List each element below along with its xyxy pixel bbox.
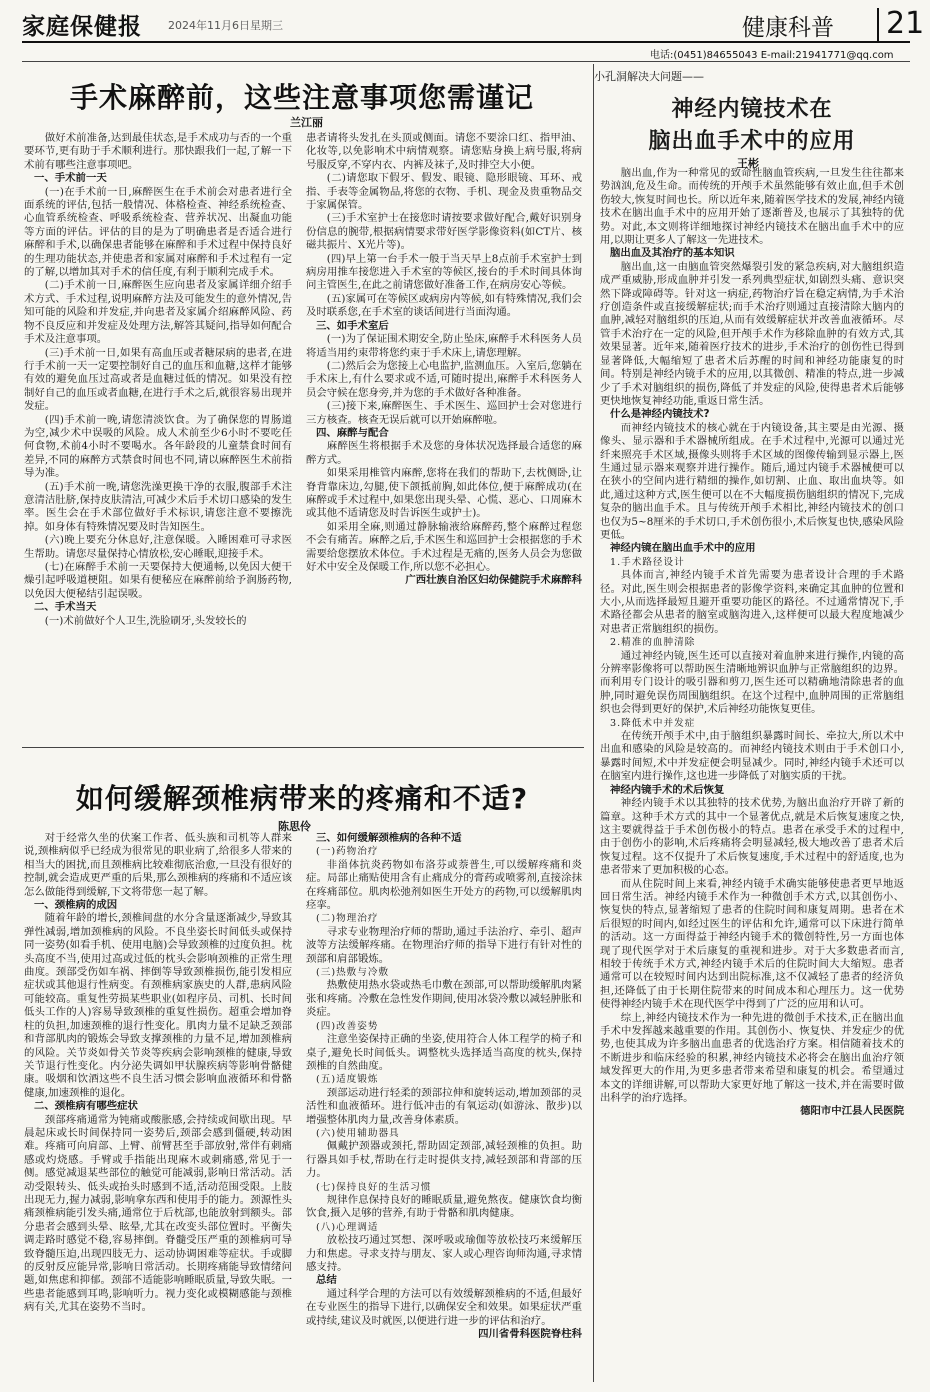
paragraph: 对于经常久坐的伏案工作者、低头族和司机等人群来说,颈椎病似乎已经成为很常见的职业病了,给很多人带来的相当大的困扰,而且颈椎病比较难彻底治愈,一旦没有很好的控制,就会造成更严重的后果,那么颈椎病的疼痛和不适应该怎么做能得到缓解,下文将带您一起了解。 <box>24 832 292 898</box>
paragraph: (四)早上第一台手术一般于当天早上8点前手术室护士到病房用推车接您进入手术室的等候区,接台的手术时间具体询问主管医生,在此之前请您做好准备工作,在病房安心等候。 <box>306 252 582 292</box>
subheading: 三、如手术室后 <box>316 319 389 332</box>
paragraph: 非甾体抗炎药物如布洛芬或萘普生,可以缓解疼痛和炎症。局部止痛贴使用含有止痛成分的膏药或喷雾剂,直接涂抹在疼痛部位。肌肉松弛剂如医生开处方的药物,可以缓解肌肉痉挛。 <box>306 858 582 912</box>
contact-info: 电话:(0451)84655043 E-mail:21941771@qq.com <box>650 50 894 61</box>
sub-subheading: (四)改善姿势 <box>316 1020 379 1032</box>
paragraph: 而神经内镜技术的核心就在于内镜设备,其主要是由光源、摄像头、显示器和手术器械所组成。在手术过程中,光源可以通过光纤来照亮手术区域,摄像头则将手术区域的图像传输到显示器上,医生通过显示器来观察并进行操作。随后,通过内镜手术器械便可以在狭小的空间内进行精细的操作,如切割、止血、取出血块等。如此,通过这种方式,医生便可以在不大幅度损伤脑组织的情况下,完成复杂的脑出血手术。且与传统开颅手术相比,神经内镜技术的创口也仅为5~8厘米的手术切口,手术创伤很小,术后恢复也快,感染风险更低。 <box>600 421 904 541</box>
sub-subheading: 2.精准的血肿清除 <box>610 637 696 649</box>
paragraph: 注意坐姿保持正确的坐姿,使用符合人体工程学的椅子和桌子,避免长时间低头。调整枕头选择适当高度的枕头,保持颈椎的自然曲度。 <box>306 1033 582 1072</box>
paragraph: (二)手术前一日,麻醉医生应向患者及家属详细介绍手术方式、手术过程,说明麻醉方法及可能发生的意外情况,告知可能的风险和并发症,并向患者及家属介绍麻醉风险、药物不良反应和并发症及处理方法,解答其疑问,指导如何配合手术及注意事项。 <box>24 279 292 346</box>
subheading: 一、手术前一天 <box>34 172 107 185</box>
source-credit: 德阳市中江县人民医院 <box>800 1105 904 1118</box>
column-rule <box>593 64 594 1382</box>
paragraph: (一)为了保证围术期安全,防止坠床,麻醉手术科医务人员将适当用约束带将您约束于手术床上,请您理解。 <box>306 333 582 359</box>
subheading: 总结 <box>316 1274 337 1287</box>
paragraph: (一)在手术前一日,麻醉医生在手术前会对患者进行全面系统的评估,包括一般情况、体格检查、神经系统检查、心血管系统检查、呼吸系统检查、营养状况、出凝血功能等方面的评估。评估的目的是为了明确患者是否适合进行麻醉和手术,以确保患者能够在麻醉和手术过程中保持良好的生理功能状态,并使患者和家属对麻醉和手术过程有一定的了解,以增加其对手术的信任度,有利于顺利完成手术。 <box>24 185 292 279</box>
subheading: 什么是神经内镜技术? <box>610 408 710 421</box>
paragraph: 如果采用椎管内麻醉,您将在我们的帮助下,去枕侧卧,让脊背靠床边,勾腿,使下颌抵前胸,如此体位,便于麻醉成功(在麻醉或手术过程中,如果您出现头晕、心慌、恶心、口周麻木或其他不适请您及时告诉医生或护士)。 <box>306 467 582 520</box>
paragraph: (三)手术室护士在接您时请按要求做好配合,戴好识别身份信息的腕带,根据病情要求带好医学影像资料(如CT片、核磁共振片、X光片等)。 <box>306 212 582 252</box>
subheading: 神经内镜手术的术后恢复 <box>610 783 725 796</box>
article1-column-1 <box>24 132 292 736</box>
subheading: 二、手术当天 <box>34 601 97 614</box>
paragraph: 放松技巧通过冥想、深呼吸或瑜伽等放松技巧来缓解压力和焦虑。寻求支持与朋友、家人或心理咨询师沟通,寻求情感支持。 <box>306 1234 582 1273</box>
paragraph: 随着年龄的增长,颈椎间盘的水分含量逐渐减少,导致其弹性减弱,增加颈椎病的风险。不良坐姿长时间低头或保持同一姿势(如看手机、使用电脑)会导致颈椎的过度负担。枕头高度不当,使用过高或过低的枕头会影响颈椎的正常生理曲度。颈部受伤如车祸、摔倒等导致颈椎损伤,能引发相应症状或其他退行性病变。有颈椎病家族史的人群,患病风险可能较高。重复性劳损某些职业(如程序员、司机、长时间低头工作的人)容易导致颈椎的重复性损伤。超重会增加脊柱的负担,加速颈椎的退行性变化。肌肉力量不足缺乏颈部和背部肌肉的锻炼会导致支撑颈椎的力量不足,增加颈椎病的风险。关节炎如骨关节炎等疾病会影响颈椎的健康,导致关节退行性变化。内分泌失调如甲状腺疾病等影响骨骼健康。吸烟和饮酒这些不良生活习惯会影响血液循环和骨骼健康,加速颈椎的退化。 <box>24 912 292 1099</box>
article1-author: 兰江丽 <box>290 116 323 129</box>
sub-subheading: (五)适度锻炼 <box>316 1074 379 1086</box>
article3-kicker: 小孔洞解决大问题—— <box>594 70 704 83</box>
article2-column-2 <box>306 832 582 1380</box>
sub-subheading: (二)物理治疗 <box>316 913 379 925</box>
paragraph: (二)然后会为您接上心电监护,监测血压。入室后,您躺在手术床上,有什么要求或不适,可随时提出,麻醉手术科医务人员会守候在您身旁,并为您的手术做好各种准备。 <box>306 359 582 399</box>
paragraph: 通过神经内镜,医生还可以直接对着血肿来进行操作,内镜的高分辨率影像将可以帮助医生清晰地辨识血肿与正常脑组织的边界。而利用专门设计的吸引器和剪刀,医生还可以精确地清除患者的血肿,同时避免误伤周围脑组织。在这个过程中,血肿周围的正常脑组织也会得到更好的保护,术后神经功能恢复更佳。 <box>600 649 904 716</box>
sub-subheading: (一)药物治疗 <box>316 846 379 858</box>
top-rule <box>22 61 910 62</box>
article3-title-line1: 神经内镜技术在 <box>671 97 833 122</box>
section-name: 健康科普 <box>742 15 834 41</box>
paragraph: 脑出血,这一由脑血管突然爆裂引发的紧急疾病,对大脑组织造成严重威胁,形成血肿并引发一系列典型症状,如剧烈头痛、意识突然下降或障碍等。针对这一病症,药物治疗旨在稳定病情,为手术治疗创造条件或直接缓解症状;而手术治疗则通过直接清除大脑内的血肿,减轻对脑组织的压迫,从而有效缓解症状并改善血液循环。尽管手术治疗在一定的风险,但开颅手术作为移除血肿的有效方式,其效果显著。近年来,随着医疗技术的进步,手术治疗的创伤性已得到显著降低,大幅缩短了患者术后苏醒的时间和神经功能康复的时间。特别是神经内镜手术的应用,以其微创、精准的特点,进一步减少了手术对脑组织的损伤,降低了并发症的风险,使得患者术后能够更快地恢复神经功能,重返日常生活。 <box>600 260 904 407</box>
sub-subheading: (六)使用辅助器具 <box>316 1127 400 1139</box>
paragraph: (五)家属可在等候区或病房内等候,如有特殊情况,我们会及时联系您,在手术室的谈话间进行当面沟通。 <box>306 292 582 319</box>
paragraph: 脑出血,作为一种常见的致命性脑血管疾病,一旦发生往往都来势汹汹,危及生命。而传统的开颅手术虽然能够有效止血,但手术创伤较大,恢复时间也长。所以近年来,随着医学技术的发展,神经内镜技术在脑出血手术中的应用开始了逐渐普及,也展示了其独特的优势。对此,本文则将详细地探讨神经内镜技术在脑出血手术中的应用,以期让更多人了解这一先进技术。 <box>600 167 904 247</box>
sub-subheading: (三)热敷与冷敷 <box>316 967 390 979</box>
article1-column-2 <box>306 132 582 736</box>
paragraph: 而从住院时间上来看,神经内镜手术确实能够使患者更早地返回日常生活。神经内镜手术作为一种微创手术方式,以其创伤小、恢复快的特点,显著缩短了患者的住院时间和康复周期。患者在术后很短的时间内,如经过医生的评估和允许,通常可以下床进行简单的活动。这一方面得益于神经内镜手术的微创特性,另一方面也体现了现代医学对于术后康复的重视和进步。对于大多数患者而言,相较于传统手术方式,神经内镜手术后的住院时间大大缩短。患者通常可以在较短时间内达到出院标准,这不仅减轻了患者的经济负担,还降低了由于长期住院带来的时间成本和心理压力。这一优势使得神经内镜手术在现代医学中得到了广泛的应用和认可。 <box>600 877 904 1011</box>
paragraph: 颈部疼痛通常为钝痛或酸胀感,会持续或间歇出现。早晨起床或长时间保持同一姿势后,颈部会感到僵硬,转动困难。疼痛可向肩部、上臂、前臂甚至手部放射,常伴有刺痛感或灼烧感。手臂或手指能出现麻木或刺痛感,常见于一侧。感觉减退某些部位的触觉可能减弱,影响日常活动。活动受限转头、低头或抬头时感到不适,活动范围受限。上肢出现无力,握力减弱,影响拿东西和使用手的能力。颈源性头痛颈椎病能引发头痛,通常位于后枕部,也能放射到额头。部分患者会感到头晕、眩晕,尤其在改变头部位置时。平衡失调走路时感觉不稳,容易摔倒。脊髓受压严重的颈椎病可导致脊髓压迫,出现四肢无力、运动协调困难等症状。手或脚的反射反应能异常,影响日常活动。长期疼痛能导致情绪问题,如焦虑和抑郁。颈部不适能影响睡眠质量,导致失眠。一些患者能感到耳鸣,影响听力。视力变化或模糊感能与颈椎病有关,尤其在姿势不当时。 <box>24 1113 292 1314</box>
paragraph: (七)在麻醉手术前一天要保持大便通畅,以免因大便干燥引起呼吸道梗阻。如果有便秘应在麻醉前给予润肠药物,以免因大便秘结引起误吸。 <box>24 561 292 600</box>
article-divider <box>22 747 584 748</box>
paragraph: (三)接下来,麻醉医生、手术医生、巡回护士会对您进行三方核查。核查无误后就可以开始麻醉啦。 <box>306 400 582 426</box>
paragraph: (五)手术前一晚,请您洗澡更换干净的衣服,腹部手术注意清洁肚脐,保持皮肤清洁,可减少术后手术切口感染的发生率。医生会在手术部位做好手术标识,请您注意不要擦洗掉。如身体有特殊情况要及时告知医生。 <box>24 480 292 533</box>
masthead: 家庭保健报 <box>22 14 142 40</box>
paragraph: 规律作息保持良好的睡眠质量,避免熬夜。健康饮食均衡饮食,摄入足够的营养,有助于骨骼和肌肉健康。 <box>306 1193 582 1220</box>
header-divider <box>877 8 879 42</box>
paragraph: 综上,神经内镜技术作为一种先进的微创手术技术,正在脑出血手术中发挥越来越重要的作用。其创伤小、恢复快、并发症少的优势,也使其成为许多脑出血患者的优选治疗方案。相信随着技术的不断进步和临床经验的积累,神经内镜技术必将会在脑出血治疗领域发挥更大的作用,为更多患者带来希望和康复的机会。希望通过本文的详细讲解,可以帮助大家更好地了解这一技术,并在需要时做出科学的治疗选择。 <box>600 1011 904 1105</box>
paragraph: 佩戴护颈器或颈托,帮助固定颈部,减轻颈椎的负担。助行器具如手杖,帮助在行走时提供支持,减轻颈部和背部的压力。 <box>306 1140 582 1180</box>
subheading: 一、颈椎病的成因 <box>34 899 118 912</box>
article3-column <box>600 167 904 1381</box>
paragraph: (四)手术前一晚,请您清淡饮食。为了确保您的胃肠道为空,减少术中误吸的风险。成人术前至少6小时不要吃任何食物,术前4小时不要喝水。各年龄段的儿童禁食时间有差异,不同的麻醉方式禁食时间也不同,请以麻醉医生术前指导为准。 <box>24 413 292 480</box>
paragraph: 做好术前准备,达到最佳状态,是手术成功与否的一个重要环节,更有助于手术顺利进行。那快跟我们一起,了解一下术前有哪些注意事项吧。 <box>24 132 292 171</box>
header-rule <box>22 41 910 43</box>
paragraph: 如采用全麻,则通过静脉输液给麻醉药,整个麻醉过程您不会有痛苦。麻醉之后,手术医生和巡回护士会根据您的手术需要给您摆放术体位。手术过程是无痛的,医务人员会为您做好术中安全及保暖工作,所以您不必担心。 <box>306 520 582 573</box>
issue-date: 2024年11月6日 <box>168 19 250 32</box>
paragraph: 颈部运动进行轻柔的颈部拉伸和旋转运动,增加颈部的灵活性和血液循环。进行低冲击的有氧运动(如游泳、散步)以增强整体肌肉力量,改善身体素质。 <box>306 1086 582 1126</box>
article1-title: 手术麻醉前，这些注意事项您需谨记 <box>69 81 534 114</box>
paragraph-continued: 患者请将头发扎在头顶或侧面。请您不要涂口红、指甲油、化妆等,以免影响术中病情观察。请您贴身换上病号服,将病号服反穿,不穿内衣、内裤及袜子,及时排空大小便。 <box>306 132 582 171</box>
paragraph: 通过科学合理的方法可以有效缓解颈椎病的不适,但最好在专业医生的指导下进行,以确保安全和效果。如果症状严重或持续,建议及时就医,以便进行进一步的评估和治疗。 <box>306 1287 582 1327</box>
paragraph: 在传统开颅手术中,由于脑组织暴露时间长、牵拉大,所以术中出血和感染的风险是较高的。而神经内镜技术则由于手术创口小,暴露时间短,术中并发症便会明显减少。同时,神经内镜手术还可以在脑室内进行操作,这也进一步降低了对脑实质的干扰。 <box>600 730 904 783</box>
sub-subheading: 3.降低术中并发症 <box>610 717 696 729</box>
paragraph: (六)晚上要充分休息好,注意保暖。入睡困难可寻求医生帮助。请您尽量保持心情放松,安心睡眠,迎接手术。 <box>24 534 292 560</box>
paragraph: 神经内镜手术以其独特的技术优势,为脑出血治疗开辟了新的篇章。这种手术方式的其中一个显著优点,就是术后恢复速度之快,这主要就得益于手术创伤极小的特点。患者在承受手术的过程中,由于创伤小的影响,术后疼痛将会明显减轻,极大地改善了患者术后恢复过程。这不仅提升了术后恢复速度,手术过程中的舒适度,也为患者带来了更加积极的心态。 <box>600 797 904 877</box>
article2-title: 如何缓解颈椎病带来的疼痛和不适? <box>75 782 529 815</box>
paragraph: (一)术前做好个人卫生,洗脸刷牙,头发较长的 <box>44 614 247 627</box>
paragraph: (二)请您取下假牙、假发、眼镜、隐形眼镜、耳环、戒指、手表等金属物品,将您的衣物、手机、现金及贵重物品交于家属保管。 <box>306 172 582 212</box>
article3-author: 王彬 <box>737 157 759 170</box>
sub-subheading: 1.手术路径设计 <box>610 556 685 568</box>
paragraph: 热敷使用热水袋或热毛巾敷在颈部,可以帮助缓解肌肉紧张和疼痛。冷敷在急性发作期间,使用冰袋冷敷以减轻肿胀和炎症。 <box>306 979 582 1019</box>
sub-subheading: (八)心理调适 <box>316 1221 379 1233</box>
article2-author: 陈思伶 <box>278 820 311 833</box>
subheading: 三、如何缓解颈椎病的各种不适 <box>316 832 462 844</box>
issue-weekday: 星期三 <box>250 19 283 32</box>
paragraph: 寻求专业物理治疗师的帮助,通过手法治疗、牵引、超声波等方法缓解疼痛。在物理治疗师的指导下进行有针对性的颈部和肩部锻炼。 <box>306 925 582 965</box>
paragraph: 麻醉医生将根据手术及您的身体状况选择最合适您的麻醉方式。 <box>306 440 582 466</box>
sub-subheading: (七)保持良好的生活习惯 <box>316 1181 432 1193</box>
source-credit: 四川省骨科医院脊柱科 <box>478 1328 582 1341</box>
article2-column-1 <box>24 832 292 1380</box>
article3-title-line2: 脑出血手术中的应用 <box>648 129 856 154</box>
page-number: 21 <box>886 6 925 41</box>
subheading: 四、麻醉与配合 <box>316 426 389 439</box>
source-credit: 广西壮族自治区妇幼保健院手术麻醉科 <box>405 574 582 587</box>
subheading: 神经内镜在脑出血手术中的应用 <box>610 542 756 555</box>
paragraph: 具体而言,神经内镜手术首先需要为患者设计合理的手术路径。对此,医生则会根据患者的影像学资料,来确定其血肿的位置和大小,从而选择最短且避开重要功能区的路径。不过通常情况下,手术路径都会从患者的脑室或脑沟进入,这样便可以最大程度地减少对患者正常脑组织的损伤。 <box>600 569 904 635</box>
subheading: 脑出血及其治疗的基本知识 <box>610 247 735 260</box>
page-header <box>22 6 925 46</box>
subheading: 二、颈椎病有哪些症状 <box>34 1100 138 1113</box>
paragraph: (三)手术前一日,如果有高血压或者糖尿病的患者,在进行手术前一天一定要控制好自己的血压和血糖,这样才能够有效的避免血压过高或者是血糖过低的情况。如果没有控制好自己的血压或者血糖,在进行手术之后,就很容易出现并发症。 <box>24 346 292 413</box>
